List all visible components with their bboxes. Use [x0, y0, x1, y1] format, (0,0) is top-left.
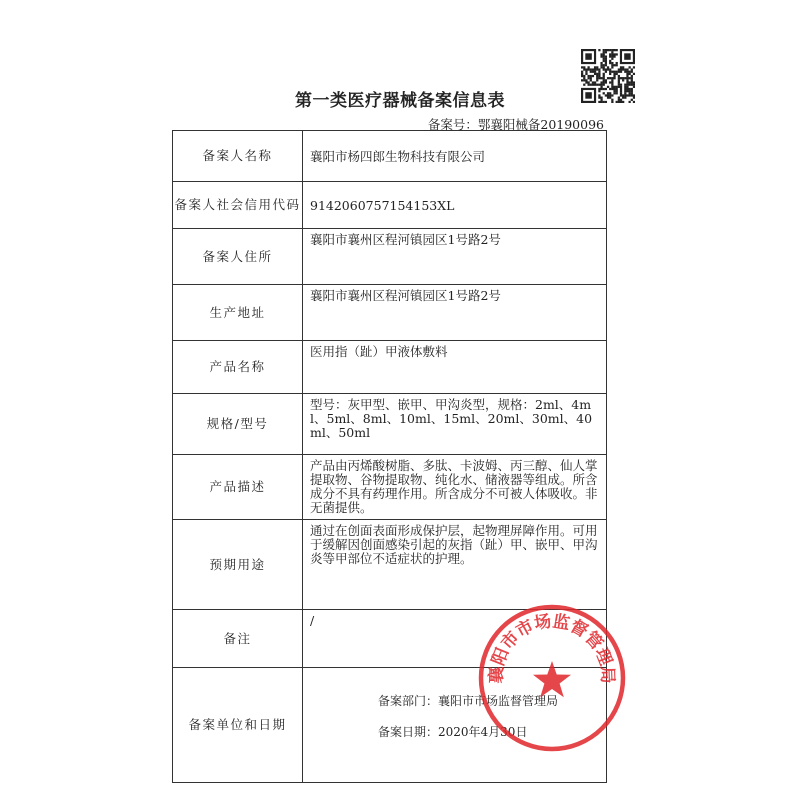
label-specification: 规格/型号 — [173, 394, 303, 455]
label-production-address: 生产地址 — [173, 285, 303, 341]
label-credit-code: 备案人社会信用代码 — [173, 182, 303, 229]
value-description: 产品由丙烯酸树脂、多肽、卡波姆、丙三醇、仙人掌提取物、谷物提取物、纯化水、储液器等组成。所含成分不具有药理作用。所含成分不可被人体吸收。非无菌提供。 — [303, 455, 607, 520]
label-intended-use: 预期用途 — [173, 520, 303, 610]
table-row — [173, 229, 607, 285]
page-title: 第一类医疗器械备案信息表 — [295, 91, 505, 111]
label-remarks: 备注 — [173, 610, 303, 668]
value-applicant-name: 襄阳市杨四郎生物科技有限公司 — [303, 131, 607, 182]
table-row — [173, 394, 607, 455]
label-applicant-name: 备案人名称 — [173, 131, 303, 182]
value-intended-use: 通过在创面表面形成保护层，起物理屏障作用。可用于缓解因创面感染引起的灰指（趾）甲、嵌甲、甲沟炎等甲部位不适症状的护理。 — [303, 520, 607, 610]
svg-text:襄阳市市场监督管理局: 襄阳市市场监督管理局 — [486, 611, 618, 684]
value-specification: 型号：灰甲型、嵌甲、甲沟炎型，规格：2ml、4ml、5ml、8ml、10ml、15ml、20ml、30ml、40ml、50ml — [303, 394, 607, 455]
table-row — [173, 285, 607, 341]
label-description: 产品描述 — [173, 455, 303, 520]
value-remarks: / — [303, 610, 607, 668]
filing-department: 备案部门：襄阳市市场监督管理局 — [378, 694, 559, 708]
value-applicant-address: 襄阳市襄州区程河镇园区1号路2号 — [303, 229, 607, 285]
table-row — [173, 520, 607, 610]
label-filing-unit-date: 备案单位和日期 — [173, 668, 303, 783]
filing-date: 备案日期：2020年4月30日 — [378, 725, 528, 739]
table-row — [173, 131, 607, 182]
table-row — [173, 182, 607, 229]
table-row — [173, 455, 607, 520]
value-production-address: 襄阳市襄州区程河镇园区1号路2号 — [303, 285, 607, 341]
value-product-name: 医用指（趾）甲液体敷料 — [303, 341, 607, 394]
value-credit-code: 9142060757154153XL — [303, 182, 607, 229]
official-seal-icon — [477, 603, 627, 753]
label-applicant-address: 备案人住所 — [173, 229, 303, 285]
record-number: 备案号：鄂襄阳械备20190096 — [427, 117, 604, 132]
label-product-name: 产品名称 — [173, 341, 303, 394]
table-row — [173, 341, 607, 394]
